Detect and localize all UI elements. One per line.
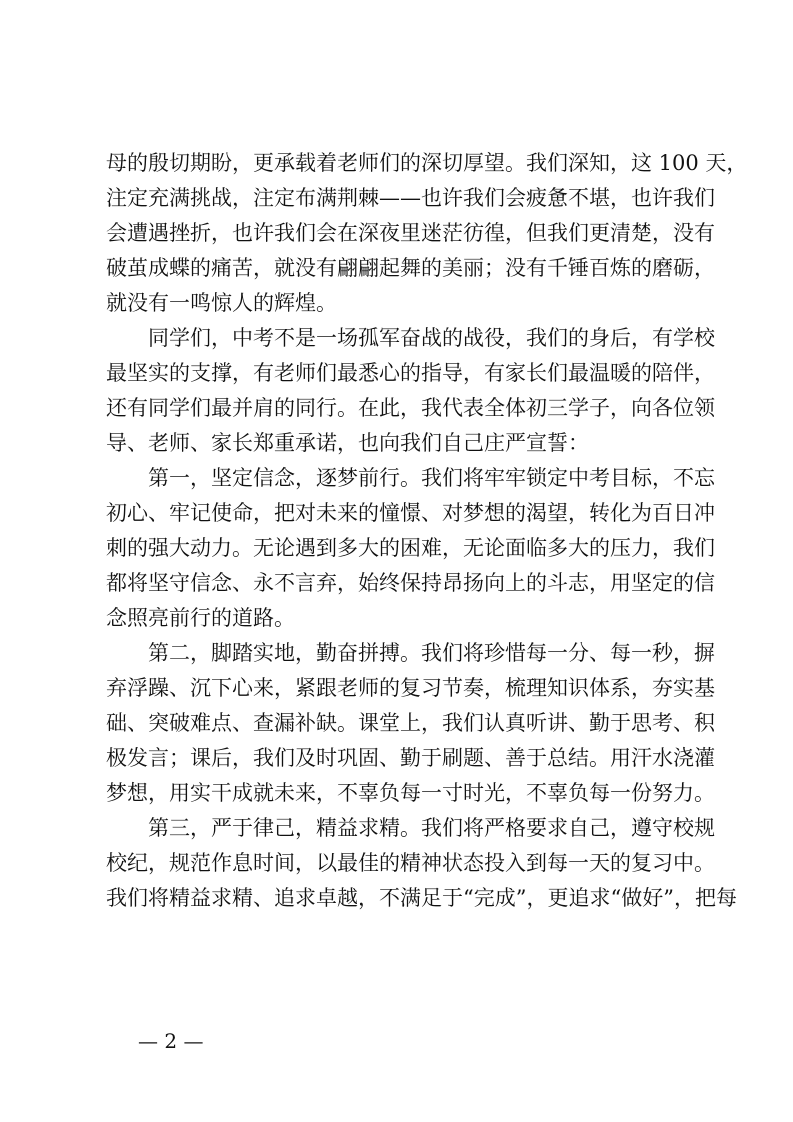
text-line: 第三，严于律己，精益求精。我们将严格要求自己，遵守校规 (148, 816, 715, 840)
paragraph-3 (106, 461, 715, 636)
text-line: 破茧成蝶的痛苦，就没有翩翩起舞的美丽；没有千锤百炼的磨砺， (106, 256, 715, 280)
text-line: 会遭遇挫折，也许我们会在深夜里迷茫彷徨，但我们更清楚，没有 (106, 221, 715, 245)
text-line: 就没有一鸣惊人的辉煌。 (106, 291, 337, 315)
text-line: 第一，坚定信念，逐梦前行。我们将牢牢锁定中考目标，不忘 (148, 466, 715, 490)
text-line: 最坚实的支撑，有老师们最悉心的指导，有家长们最温暖的陪伴， (106, 361, 715, 385)
paragraph-5 (106, 811, 737, 916)
document-body (106, 146, 748, 916)
text-line: 梦想，用实干成就未来，不辜负每一寸时光，不辜负每一份努力。 (106, 781, 715, 805)
text-line: 刺的强大动力。无论遇到多大的困难，无论面临多大的压力，我们 (106, 536, 715, 560)
text-line: 我们将精益求精、追求卓越，不满足于“完成”，更追求“做好”，把每 (106, 886, 737, 910)
text-line: 第二，脚踏实地，勤奋拼搏。我们将珍惜每一分、每一秒，摒 (148, 641, 715, 665)
text-line: 校纪，规范作息时间，以最佳的精神状态投入到每一天的复习中。 (106, 851, 715, 875)
text-line: 础、突破难点、查漏补缺。课堂上，我们认真听讲、勤于思考、积 (106, 711, 715, 735)
text-line: 注定充满挑战，注定布满荆棘——也许我们会疲惫不堪，也许我们 (106, 186, 715, 210)
page-number: — 2 — (138, 1029, 204, 1053)
paragraph-1 (106, 146, 748, 321)
text-line: 同学们，中考不是一场孤军奋战的战役，我们的身后，有学校 (148, 326, 715, 350)
text-line: 母的殷切期盼，更承载着老师们的深切厚望。我们深知，这 100 天， (106, 151, 748, 175)
text-line: 念照亮前行的道路。 (106, 606, 295, 630)
text-line: 弃浮躁、沉下心来，紧跟老师的复习节奏，梳理知识体系，夯实基 (106, 676, 715, 700)
text-line: 极发言；课后，我们及时巩固、勤于刷题、善于总结。用汗水浇灌 (106, 746, 715, 770)
text-line: 导、老师、家长郑重承诺，也向我们自己庄严宣誓： (106, 431, 589, 455)
paragraph-2 (106, 321, 715, 461)
text-line: 初心、牢记使命，把对未来的憧憬、对梦想的渴望，转化为百日冲 (106, 501, 715, 525)
text-line: 还有同学们最并肩的同行。在此，我代表全体初三学子，向各位领 (106, 396, 715, 420)
paragraph-4 (106, 636, 715, 811)
text-line: 都将坚守信念、永不言弃，始终保持昂扬向上的斗志，用坚定的信 (106, 571, 715, 595)
